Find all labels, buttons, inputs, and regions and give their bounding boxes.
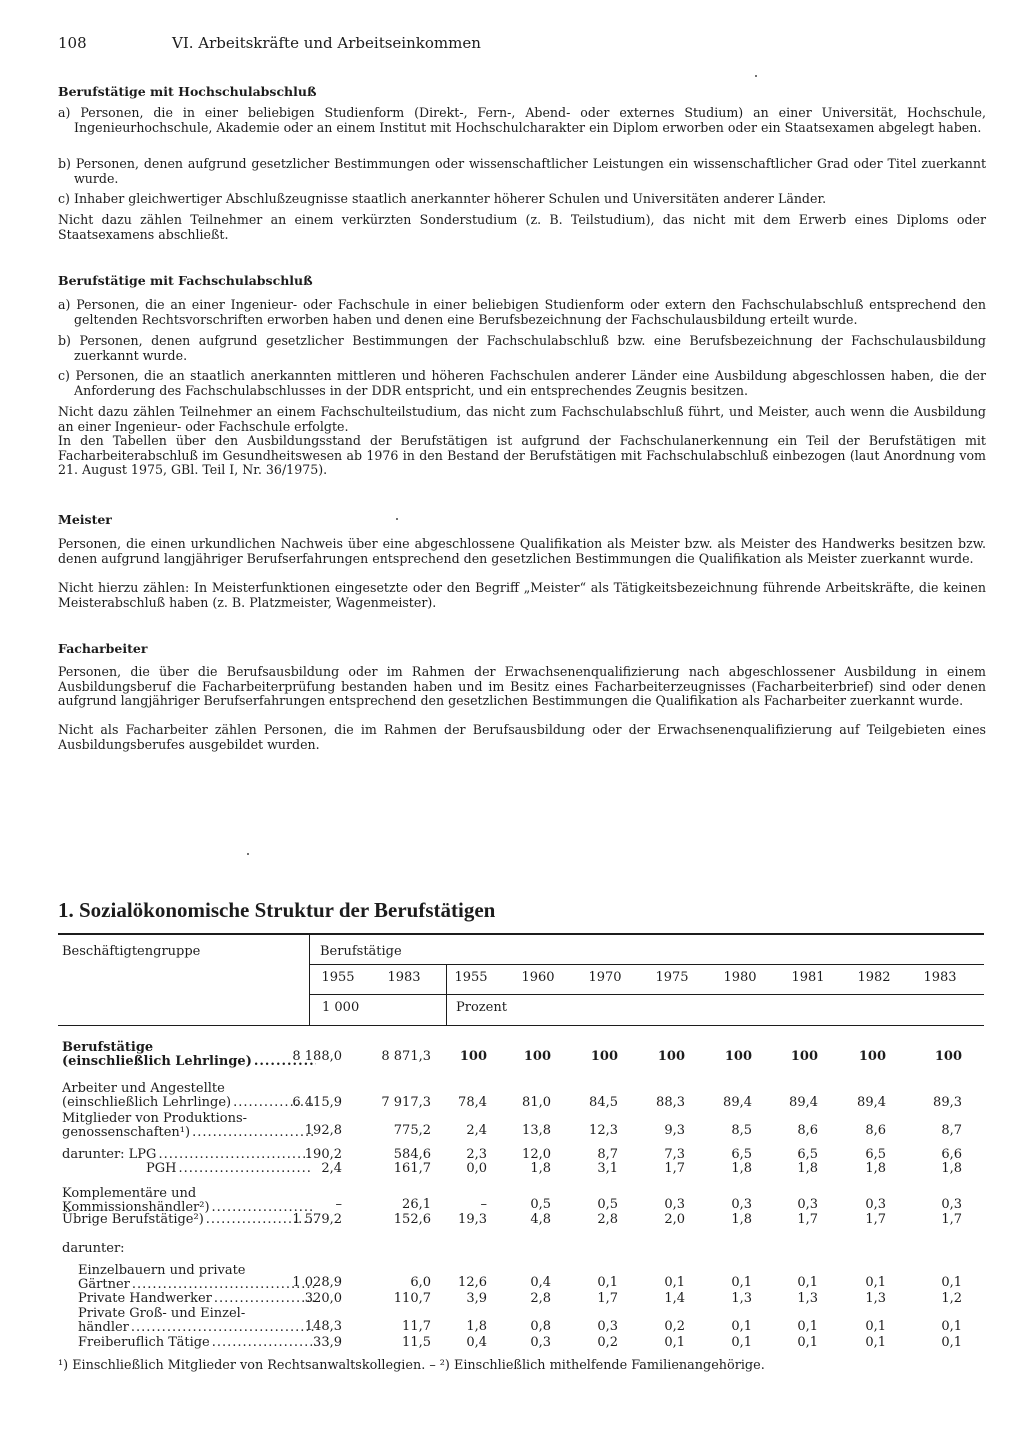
table-cell: 1,7 bbox=[797, 1212, 818, 1227]
section-title-facharbeiter: Facharbeiter bbox=[58, 641, 148, 656]
table-cell: 0,1 bbox=[731, 1335, 752, 1350]
row-label-text: Freiberuflich Tätige bbox=[78, 1335, 210, 1350]
table-cell: 0,1 bbox=[731, 1319, 752, 1334]
table-cell: 2,4 bbox=[321, 1161, 342, 1176]
paragraph: Nicht dazu zählen Teilnehmer an einem verkürzten Sonderstudium (z. B. Teilstudium), das nicht mit dem Erwerb eines Diploms oder Staatsexamens abschließt. bbox=[58, 212, 986, 242]
table-cell: 1,7 bbox=[664, 1161, 685, 1176]
table-cell: 8 871,3 bbox=[381, 1049, 431, 1064]
table-cell: 2,8 bbox=[597, 1212, 618, 1227]
year-header: 1970 bbox=[588, 970, 622, 985]
year-header: 1955 bbox=[321, 970, 355, 985]
table-cell: 100 bbox=[590, 1049, 618, 1064]
table-cell: 1,8 bbox=[941, 1161, 962, 1176]
table-cell: 0,1 bbox=[664, 1335, 685, 1350]
table-cell: 192,8 bbox=[304, 1123, 342, 1138]
table-cell: 2,0 bbox=[664, 1212, 685, 1227]
table-cell: 161,7 bbox=[393, 1161, 431, 1176]
table-cell: 6 415,9 bbox=[292, 1095, 342, 1110]
paragraph: c) Personen, die an staatlich anerkannten mittleren und höheren Fachschulen anderer Länder eine Ausbildung abgeschlossen haben, die der Anforderung des Fachschulabschlusses in der DDR entspricht, und ein entsprechendes Zeugnis besitzen. bbox=[58, 368, 986, 398]
table-cell: 190,2 bbox=[304, 1147, 342, 1162]
table-cell: 1,8 bbox=[466, 1319, 487, 1334]
paragraph: b) Personen, denen aufgrund gesetzlicher Bestimmungen oder wissenschaftlicher Leistungen ein wissenschaftlicher Grad oder Titel zuerkannt wurde. bbox=[58, 156, 986, 186]
table-cell: 3,9 bbox=[466, 1291, 487, 1306]
year-header: 1983 bbox=[923, 970, 957, 985]
table-cell: 78,4 bbox=[458, 1095, 487, 1110]
table-cell: 100 bbox=[790, 1049, 818, 1064]
row-label bbox=[62, 1126, 318, 1140]
row-label-text: Berufstätige bbox=[62, 1040, 154, 1055]
row-label bbox=[62, 1213, 318, 1227]
row-label bbox=[78, 1278, 318, 1292]
page-number: 108 bbox=[58, 34, 87, 52]
paragraph: In den Tabellen über den Ausbildungsstand der Berufstätigen ist aufgrund der Fachschulanerkennung ein Teil der Berufstätigen mit Facharbeiterabschluß im Gesundheitswesen ab 1976 in den Bestand der Berufstätigen mit Fachschulabschluß einbezogen (laut Anordnung vom 21. August 1975, GBl. Teil I, Nr. 36/1975). bbox=[58, 433, 986, 478]
row-label-text: darunter: LPG bbox=[62, 1147, 157, 1162]
table-cell: 1,7 bbox=[865, 1212, 886, 1227]
table-cell: 2,4 bbox=[466, 1123, 487, 1138]
unit-absolute: 1 000 bbox=[322, 1000, 360, 1015]
print-speck bbox=[755, 75, 757, 77]
running-header bbox=[58, 34, 481, 52]
year-header: 1981 bbox=[791, 970, 825, 985]
header-bottom-rule bbox=[58, 1025, 984, 1026]
table-cell: 0,1 bbox=[797, 1275, 818, 1290]
table-cell: 1,2 bbox=[941, 1291, 962, 1306]
table-cell: 6,5 bbox=[865, 1147, 886, 1162]
table-cell: 1,8 bbox=[530, 1161, 551, 1176]
year-header: 1960 bbox=[521, 970, 555, 985]
table-cell: – bbox=[480, 1197, 487, 1212]
table-cell: 0,3 bbox=[797, 1197, 818, 1212]
table-cell: 11,5 bbox=[402, 1335, 431, 1350]
row-label-text: Mitglieder von Produktions- bbox=[62, 1111, 248, 1126]
table-cell: 152,6 bbox=[393, 1212, 431, 1227]
table-cell: 0,1 bbox=[865, 1319, 886, 1334]
table-cell: 12,0 bbox=[522, 1147, 551, 1162]
section-title-meister: Meister bbox=[58, 512, 112, 527]
table-cell: 26,1 bbox=[402, 1197, 431, 1212]
row-label bbox=[62, 1055, 318, 1069]
row-label bbox=[62, 1148, 314, 1162]
leader-dots bbox=[212, 1336, 316, 1350]
table-top-rule bbox=[58, 933, 984, 935]
row-label-text: PGH bbox=[146, 1161, 177, 1176]
table-cell: 8,7 bbox=[941, 1123, 962, 1138]
table-cell: 100 bbox=[459, 1049, 487, 1064]
table-cell: 0,1 bbox=[865, 1335, 886, 1350]
leader-dots bbox=[132, 1278, 316, 1292]
year-header: 1975 bbox=[655, 970, 689, 985]
row-label bbox=[146, 1162, 314, 1176]
table-cell: 100 bbox=[934, 1049, 962, 1064]
unit-percent: Prozent bbox=[456, 1000, 507, 1015]
table-cell: 0,3 bbox=[530, 1335, 551, 1350]
table-cell: 1 579,2 bbox=[292, 1212, 342, 1227]
paragraph: a) Personen, die in einer beliebigen Studienform (Direkt-, Fern-, Abend- oder externes Studium) an einer Universität, Hochschule, Ingenieurhochschule, Akademie oder an einem Institut mit Hochschulcharakter ein Diplom erworben oder ein Staatsexamen abgelegt haben. bbox=[58, 105, 986, 135]
table-cell: 0,3 bbox=[731, 1197, 752, 1212]
paragraph: Nicht als Facharbeiter zählen Personen, die im Rahmen der Berufsausbildung oder der Erwachsenenqualifizierung auf Teilgebieten eines Ausbildungsberufes ausgebildet wurden. bbox=[58, 722, 986, 752]
table-cell: 9,3 bbox=[664, 1123, 685, 1138]
row-label bbox=[62, 1112, 247, 1126]
row-label bbox=[78, 1292, 318, 1306]
section-title-fachschule: Berufstätige mit Fachschulabschluß bbox=[58, 273, 313, 288]
table-cell: 89,4 bbox=[857, 1095, 886, 1110]
table-cell: 0,1 bbox=[664, 1275, 685, 1290]
table-cell: 88,3 bbox=[656, 1095, 685, 1110]
table-cell: 0,1 bbox=[797, 1319, 818, 1334]
table-footnote: ¹) Einschließlich Mitglieder von Rechtsanwaltskollegien. – ²) Einschließlich mithelfende Familienangehörige. bbox=[58, 1358, 765, 1373]
table-cell: 0,5 bbox=[530, 1197, 551, 1212]
group-header: Berufstätige bbox=[320, 944, 402, 959]
row-label bbox=[78, 1336, 318, 1350]
paragraph: Nicht hierzu zählen: In Meisterfunktionen eingesetzte oder den Begriff „Meister“ als Tätigkeitsbezeichnung führende Arbeitskräfte, die keinen Meisterabschluß haben (z. B. Platzmeister, Wagenmeister). bbox=[58, 580, 986, 610]
table-cell: 33,9 bbox=[313, 1335, 342, 1350]
table-cell: 100 bbox=[657, 1049, 685, 1064]
row-label bbox=[62, 1082, 225, 1096]
row-label-text: Gärtner bbox=[78, 1277, 130, 1292]
year-header: 1983 bbox=[387, 970, 421, 985]
table-cell: 0,4 bbox=[466, 1335, 487, 1350]
leader-dots bbox=[192, 1126, 316, 1140]
running-title: VI. Arbeitskräfte und Arbeitseinkommen bbox=[172, 34, 481, 52]
leader-dots bbox=[131, 1321, 316, 1335]
table-cell: 100 bbox=[523, 1049, 551, 1064]
table-cell: 148,3 bbox=[304, 1319, 342, 1334]
table-cell: 1,8 bbox=[731, 1161, 752, 1176]
header-rule bbox=[310, 994, 984, 995]
table-cell: 12,3 bbox=[589, 1123, 618, 1138]
row-label-text: Kommissionshändler²) bbox=[62, 1200, 210, 1215]
table-cell: 0,1 bbox=[597, 1275, 618, 1290]
table-cell: 89,3 bbox=[933, 1095, 962, 1110]
table-cell: 0,1 bbox=[941, 1335, 962, 1350]
row-label-text: Private Groß- und Einzel- bbox=[78, 1306, 246, 1321]
year-header: 1982 bbox=[857, 970, 891, 985]
table-cell: 13,8 bbox=[522, 1123, 551, 1138]
table-cell: 4,8 bbox=[530, 1212, 551, 1227]
table-cell: 84,5 bbox=[589, 1095, 618, 1110]
table-cell: 7 917,3 bbox=[381, 1095, 431, 1110]
row-label bbox=[78, 1321, 318, 1335]
row-label-text: genossenschaften¹) bbox=[62, 1125, 191, 1140]
table-cell: 0,1 bbox=[731, 1275, 752, 1290]
stub-column-rule bbox=[309, 935, 310, 1025]
leader-dots bbox=[214, 1292, 316, 1306]
table-cell: 1,8 bbox=[865, 1161, 886, 1176]
row-label-text: Einzelbauern und private bbox=[78, 1263, 246, 1278]
table-cell: 12,6 bbox=[458, 1275, 487, 1290]
table-cell: 0,4 bbox=[530, 1275, 551, 1290]
table-title: 1. Sozialökonomische Struktur der Berufstätigen bbox=[58, 898, 496, 922]
table-cell: 584,6 bbox=[393, 1147, 431, 1162]
row-label bbox=[78, 1307, 245, 1321]
row-label-text: Arbeiter und Angestellte bbox=[62, 1081, 225, 1096]
table-cell: 0,8 bbox=[530, 1319, 551, 1334]
table-cell: 81,0 bbox=[522, 1095, 551, 1110]
paragraph: Personen, die über die Berufsausbildung oder im Rahmen der Erwachsenenqualifizierung nach abgeschlossener Ausbildung in einem Ausbildungsberuf die Facharbeiterprüfung bestanden haben und im Besitz eines Facharbeiterzeugnisses (Facharbeiterbrief) sind oder denen aufgrund langjähriger Berufserfahrungen entsprechend den gesetzlichen Bestimmungen die Qualifikation als Facharbeiter zuerkannt wurde. bbox=[58, 664, 986, 709]
table-cell: 1,3 bbox=[731, 1291, 752, 1306]
table-cell: 11,7 bbox=[402, 1319, 431, 1334]
table-cell: 0,5 bbox=[597, 1197, 618, 1212]
row-label-text: (einschließlich Lehrlinge) bbox=[62, 1054, 252, 1069]
table-cell: 0,1 bbox=[865, 1275, 886, 1290]
row-label bbox=[62, 1096, 318, 1110]
table-cell: 6,0 bbox=[410, 1275, 431, 1290]
table-cell: 89,4 bbox=[789, 1095, 818, 1110]
table-cell: 0,3 bbox=[664, 1197, 685, 1212]
table-cell: 1 028,9 bbox=[292, 1275, 342, 1290]
row-label bbox=[62, 1041, 153, 1055]
row-label-text: (einschließlich Lehrlinge) bbox=[62, 1095, 232, 1110]
table-cell: 320,0 bbox=[304, 1291, 342, 1306]
row-label-text: darunter: bbox=[62, 1241, 125, 1256]
table-cell: 0,1 bbox=[941, 1275, 962, 1290]
table-cell: 89,4 bbox=[723, 1095, 752, 1110]
unit-column-rule bbox=[446, 965, 447, 1025]
table-cell: – bbox=[335, 1197, 342, 1212]
table-cell: 6,5 bbox=[731, 1147, 752, 1162]
table-cell: 100 bbox=[724, 1049, 752, 1064]
year-header: 1980 bbox=[723, 970, 757, 985]
table-cell: 8,6 bbox=[865, 1123, 886, 1138]
row-label-text: Private Handwerker bbox=[78, 1291, 212, 1306]
paragraph: b) Personen, denen aufgrund gesetzlicher Bestimmungen der Fachschulabschluß bzw. eine Berufsbezeichnung der Fachschulausbildung zuerkannt wurde. bbox=[58, 333, 986, 363]
paragraph: Personen, die einen urkundlichen Nachweis über eine abgeschlossene Qualifikation als Meister bzw. als Meister des Handwerks besitzen bzw. denen aufgrund langjähriger Berufserfahrungen entsprechend den gesetzlichen Bestimmungen die Qualifikation als Meister zuerkannt wurde. bbox=[58, 536, 986, 566]
row-label bbox=[62, 1242, 125, 1256]
row-label-text: Komplementäre und bbox=[62, 1186, 197, 1201]
table-cell: 1,3 bbox=[865, 1291, 886, 1306]
table-cell: 1,3 bbox=[797, 1291, 818, 1306]
stub-header: Beschäftigtengruppe bbox=[62, 944, 201, 959]
table-cell: 1,4 bbox=[664, 1291, 685, 1306]
row-label bbox=[62, 1187, 196, 1201]
table-cell: 100 bbox=[858, 1049, 886, 1064]
paragraph: c) Inhaber gleichwertiger Abschlußzeugnisse staatlich anerkannter höherer Schulen und Universitäten anderer Länder. bbox=[58, 191, 827, 206]
row-label-text: Übrige Berufstätige²) bbox=[62, 1212, 204, 1227]
leader-dots bbox=[178, 1162, 312, 1176]
table-cell: 0,2 bbox=[664, 1319, 685, 1334]
table-cell: 2,3 bbox=[466, 1147, 487, 1162]
table-cell: 0,3 bbox=[597, 1319, 618, 1334]
table-cell: 1,8 bbox=[797, 1161, 818, 1176]
row-label-text: händler bbox=[78, 1320, 129, 1335]
table-cell: 8 188,0 bbox=[292, 1049, 342, 1064]
leader-dots bbox=[158, 1148, 312, 1162]
table-cell: 3,1 bbox=[597, 1161, 618, 1176]
row-label bbox=[78, 1264, 245, 1278]
table-cell: 19,3 bbox=[458, 1212, 487, 1227]
header-rule bbox=[310, 964, 984, 965]
table-cell: 1,7 bbox=[941, 1212, 962, 1227]
table-cell: 8,5 bbox=[731, 1123, 752, 1138]
print-speck bbox=[396, 518, 398, 520]
table-cell: 2,8 bbox=[530, 1291, 551, 1306]
table-cell: 0,3 bbox=[941, 1197, 962, 1212]
table-cell: 0,0 bbox=[466, 1161, 487, 1176]
table-cell: 8,7 bbox=[597, 1147, 618, 1162]
year-header: 1955 bbox=[454, 970, 488, 985]
table-cell: 775,2 bbox=[393, 1123, 431, 1138]
table-cell: 110,7 bbox=[393, 1291, 431, 1306]
paragraph: a) Personen, die an einer Ingenieur- oder Fachschule in einer beliebigen Studienform oder extern den Fachschulabschluß entsprechend den geltenden Rechtsvorschriften erworben haben und denen eine Berufsbezeichnung der Fachschulausbildung erteilt wurde. bbox=[58, 297, 986, 327]
paragraph: Nicht dazu zählen Teilnehmer an einem Fachschulteilstudium, das nicht zum Fachschulabschluß führt, und Meister, auch wenn die Ausbildung an einer Ingenieur- oder Fachschule erfolgte. bbox=[58, 404, 986, 434]
table-cell: 1,8 bbox=[731, 1212, 752, 1227]
table-cell: 7,3 bbox=[664, 1147, 685, 1162]
table-cell: 0,2 bbox=[597, 1335, 618, 1350]
section-title-hochschule: Berufstätige mit Hochschulabschluß bbox=[58, 84, 317, 99]
table-cell: 0,3 bbox=[865, 1197, 886, 1212]
table-cell: 1,7 bbox=[597, 1291, 618, 1306]
table-cell: 6,5 bbox=[797, 1147, 818, 1162]
print-speck bbox=[247, 853, 249, 855]
table-cell: 0,1 bbox=[797, 1335, 818, 1350]
table-cell: 6,6 bbox=[941, 1147, 962, 1162]
table-cell: 8,6 bbox=[797, 1123, 818, 1138]
table-cell: 0,1 bbox=[941, 1319, 962, 1334]
